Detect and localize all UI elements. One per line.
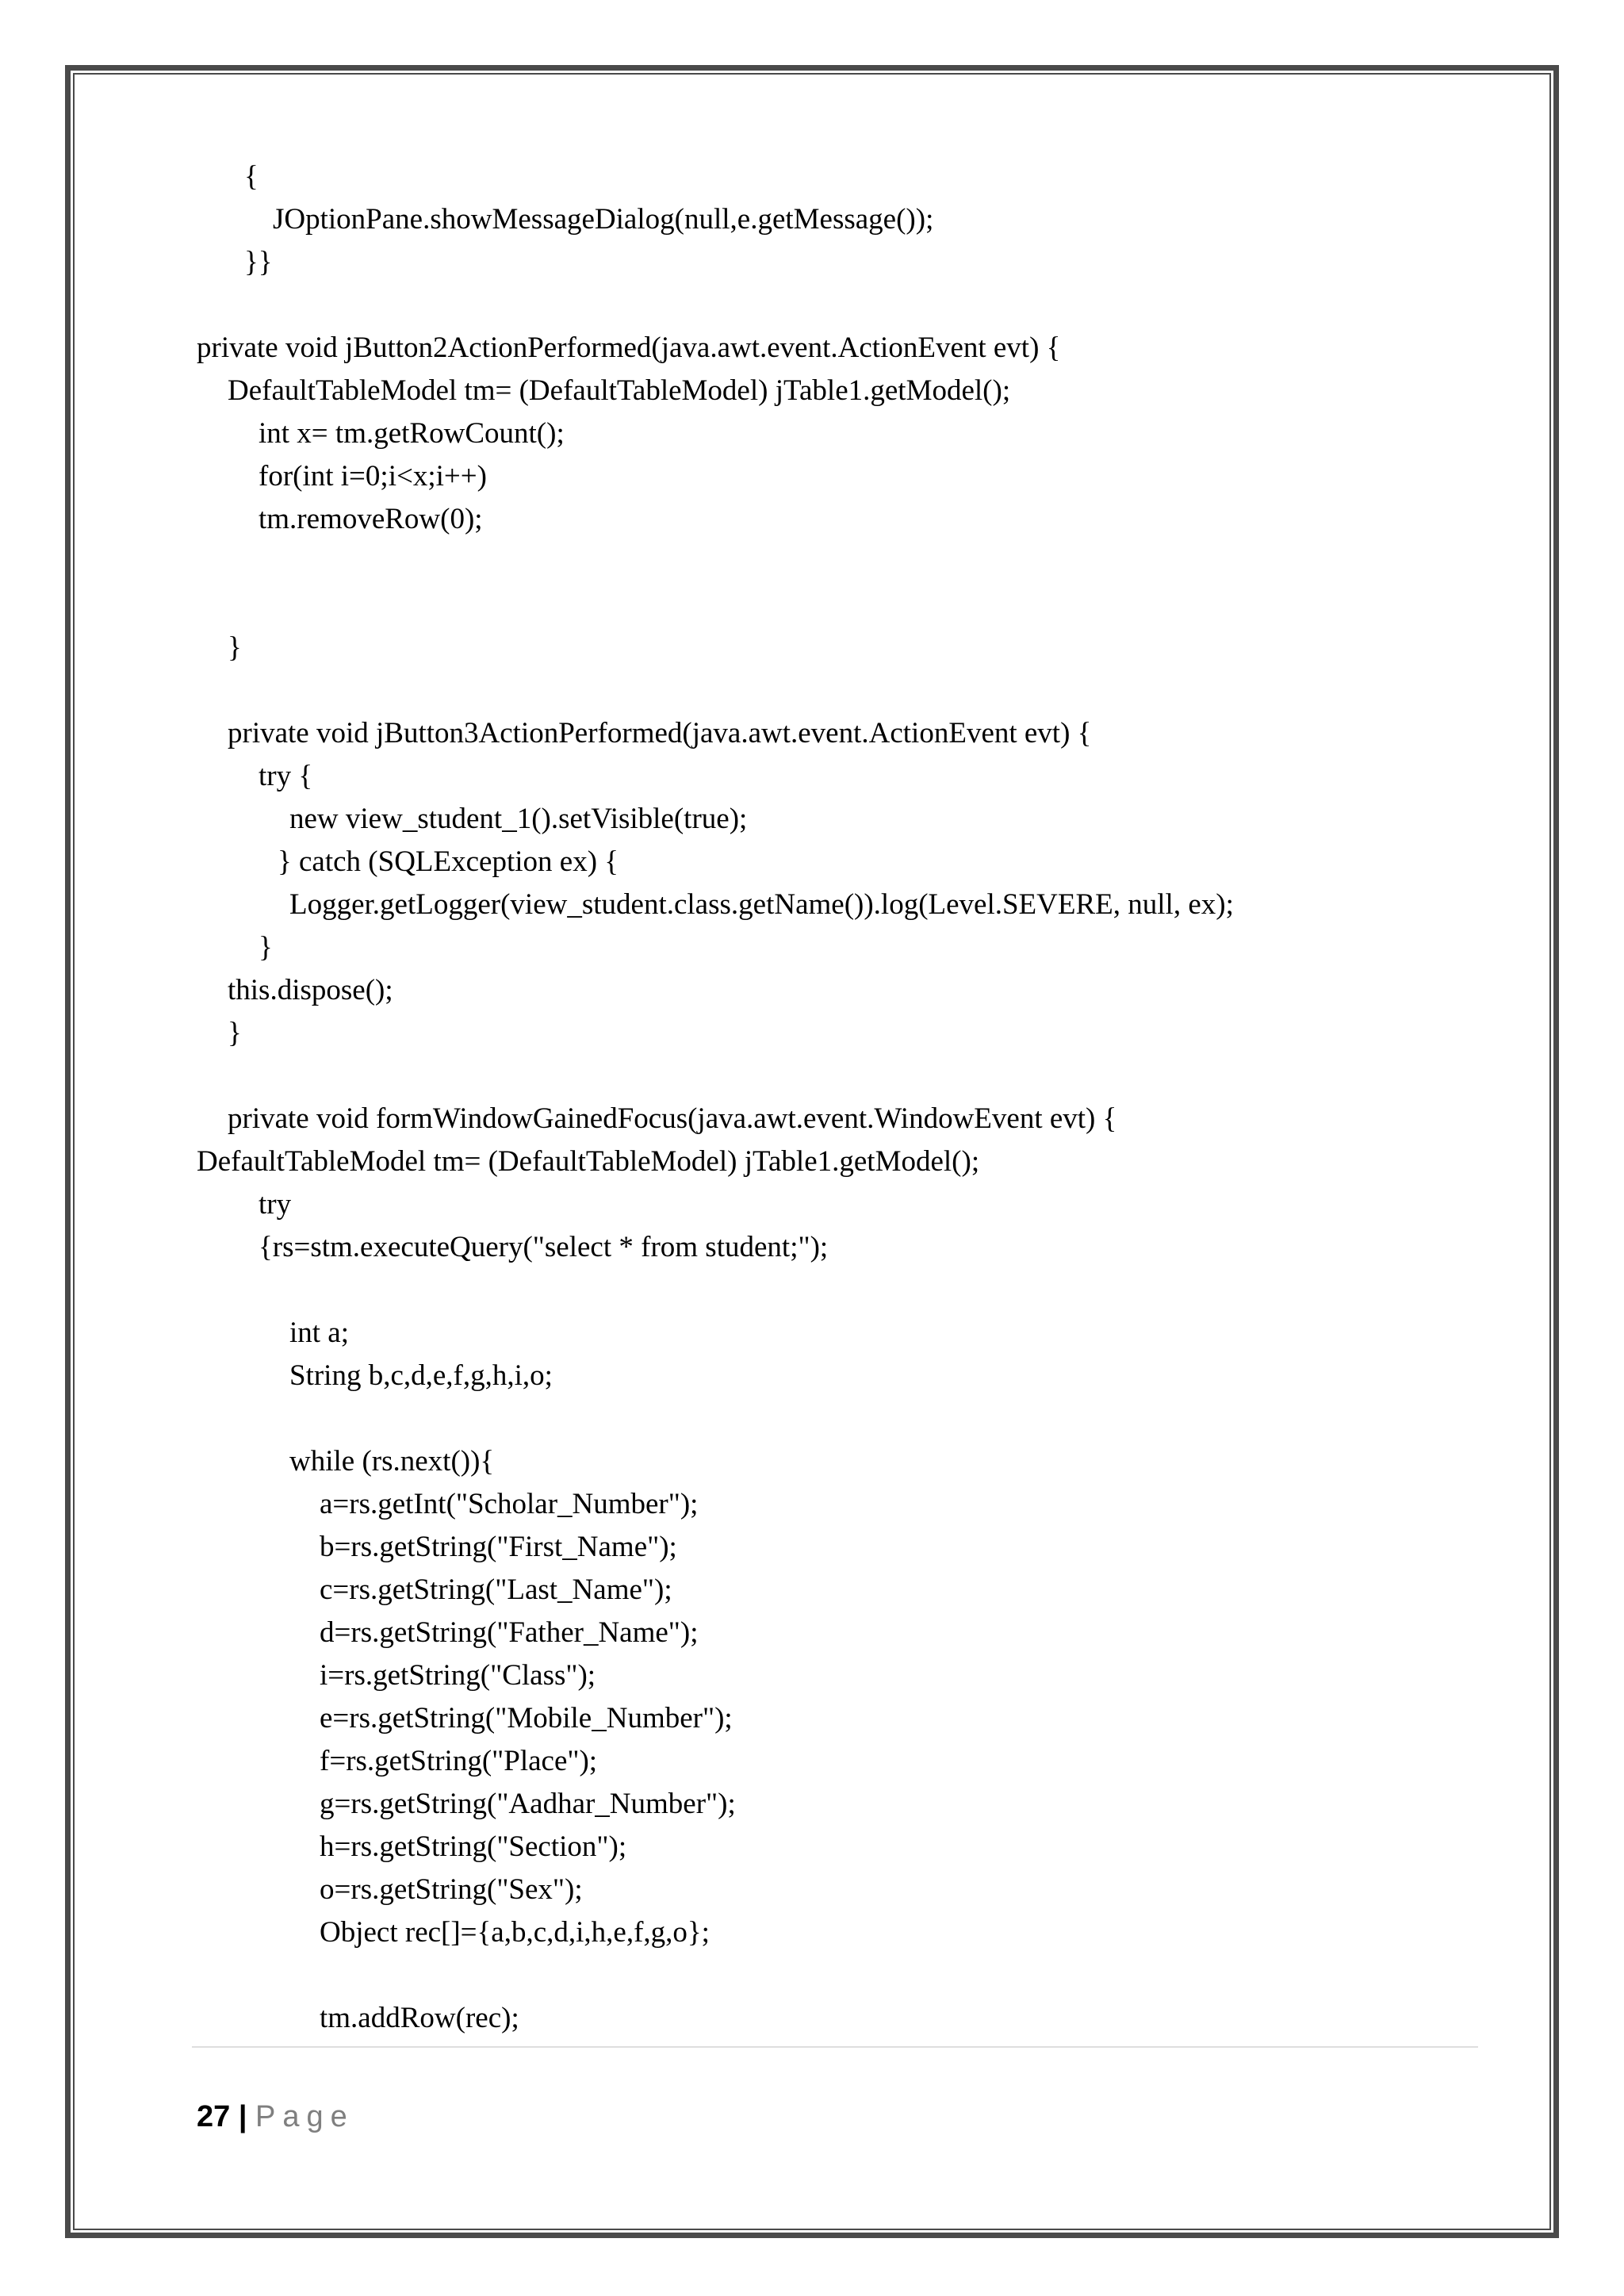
code-line: {rs=stm.executeQuery("select * from student;"); xyxy=(259,1231,829,1263)
code-line: Logger.getLogger(view_student.class.getName()).log(Level.SEVERE, null, ex); xyxy=(289,888,1234,921)
code-line: private void jButton2ActionPerformed(java.awt.event.ActionEvent evt) { xyxy=(197,332,1061,364)
code-line: try xyxy=(259,1188,292,1221)
code-line: JOptionPane.showMessageDialog(null,e.getMessage()); xyxy=(273,203,934,236)
code-line: private void jButton3ActionPerformed(java.awt.event.ActionEvent evt) { xyxy=(228,717,1092,749)
page-separator: | xyxy=(238,2100,247,2133)
code-line: int a; xyxy=(289,1317,350,1349)
page-footer xyxy=(197,2097,354,2137)
code-line: String b,c,d,e,f,g,h,i,o; xyxy=(289,1359,553,1392)
code-line: }} xyxy=(244,246,273,278)
code-line: for(int i=0;i<x;i++) xyxy=(259,460,487,493)
code-line: { xyxy=(244,160,259,193)
code-line: i=rs.getString("Class"); xyxy=(320,1659,596,1692)
code-line: } xyxy=(259,931,273,964)
code-line: h=rs.getString("Section"); xyxy=(320,1830,627,1863)
code-line: this.dispose(); xyxy=(228,974,393,1006)
code-line: } xyxy=(228,1017,242,1049)
code-line: f=rs.getString("Place"); xyxy=(320,1745,598,1777)
code-line: try { xyxy=(259,760,313,792)
code-line: private void formWindowGainedFocus(java.awt.event.WindowEvent evt) { xyxy=(228,1102,1117,1135)
code-line: tm.removeRow(0); xyxy=(259,503,483,535)
code-line: } xyxy=(228,631,242,664)
code-line: while (rs.next()){ xyxy=(289,1445,495,1478)
page-word: Page xyxy=(255,2100,354,2133)
code-line: } catch (SQLException ex) { xyxy=(278,845,619,878)
code-line: e=rs.getString("Mobile_Number"); xyxy=(320,1702,733,1734)
footer-divider xyxy=(192,2046,1478,2048)
code-line: c=rs.getString("Last_Name"); xyxy=(320,1573,672,1606)
code-line: b=rs.getString("First_Name"); xyxy=(320,1531,677,1563)
code-line: DefaultTableModel tm= (DefaultTableModel) jTable1.getModel(); xyxy=(197,1145,980,1178)
code-line: d=rs.getString("Father_Name"); xyxy=(320,1616,699,1649)
code-line: o=rs.getString("Sex"); xyxy=(320,1873,583,1906)
code-line: g=rs.getString("Aadhar_Number"); xyxy=(320,1788,736,1820)
code-line: DefaultTableModel tm= (DefaultTableModel) jTable1.getModel(); xyxy=(228,374,1011,407)
code-line: tm.addRow(rec); xyxy=(320,2002,519,2034)
page-number: 27 xyxy=(197,2100,231,2133)
code-line: a=rs.getInt("Scholar_Number"); xyxy=(320,1488,699,1520)
code-line: new view_student_1().setVisible(true); xyxy=(289,803,748,835)
code-line: int x= tm.getRowCount(); xyxy=(259,417,565,450)
code-line: Object rec[]={a,b,c,d,i,h,e,f,g,o}; xyxy=(320,1916,710,1949)
